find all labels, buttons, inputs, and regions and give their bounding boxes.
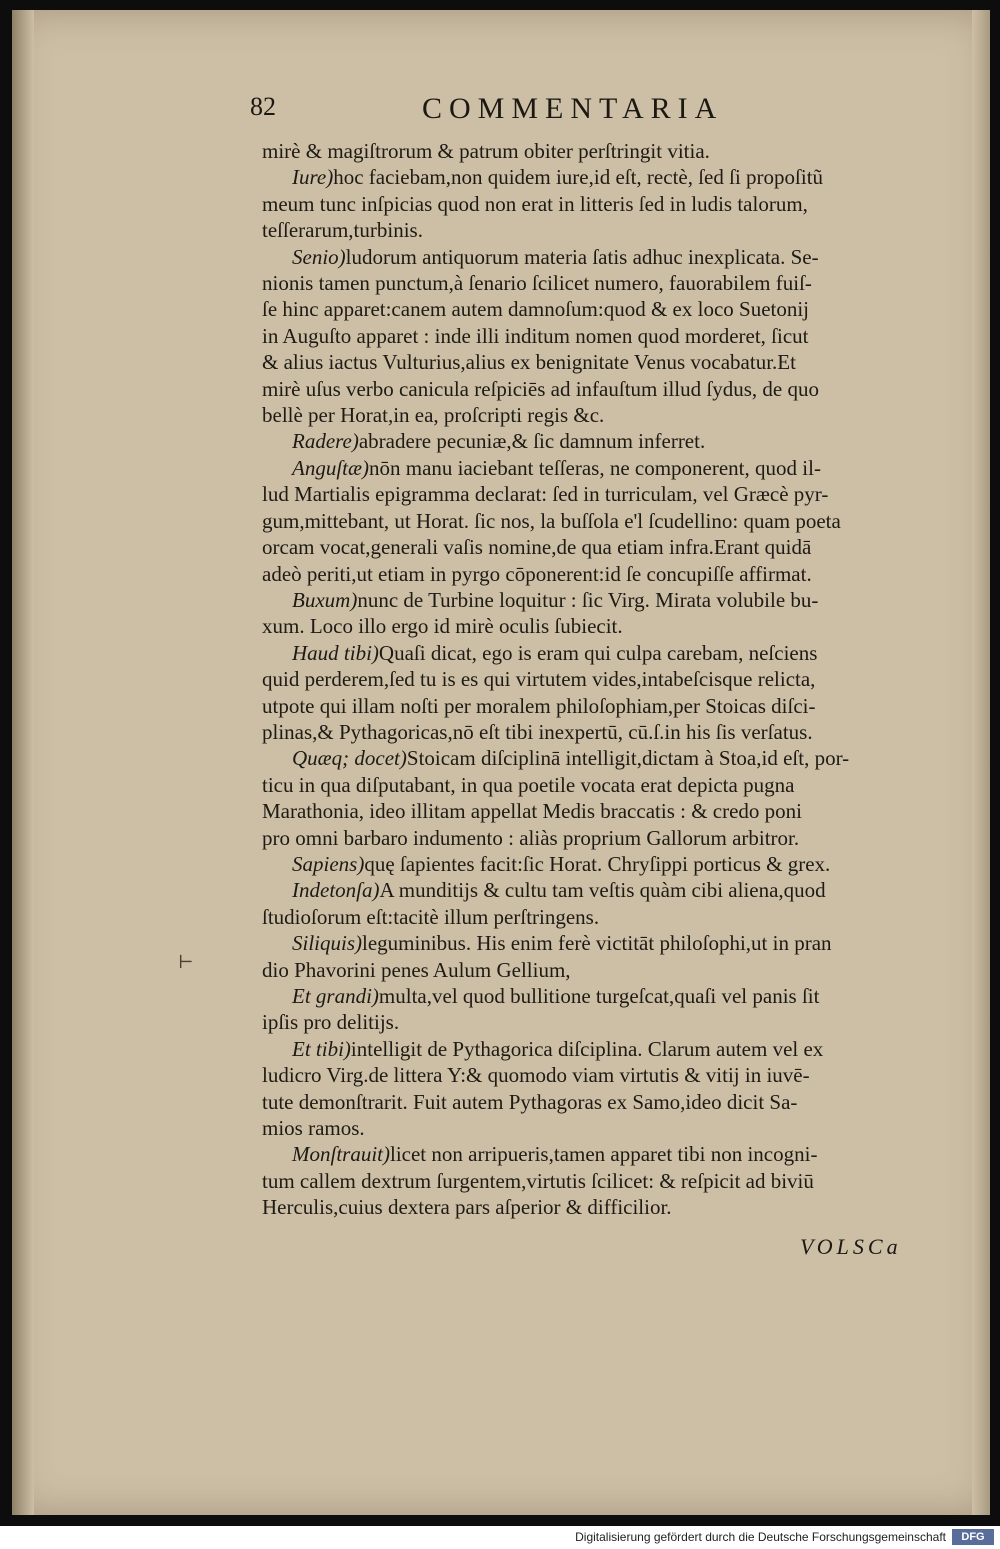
text-line [262, 1062, 952, 1088]
text-line [262, 930, 952, 956]
line-text: lud Martialis epigramma declarat: ſed in turriculam, vel Græcè pyr- [262, 482, 829, 507]
line-text: intelligit de Pythagorica diſciplina. Clarum autem vel ex [350, 1036, 824, 1061]
text-line [262, 534, 952, 560]
line-text: quid perderem,ſed tu is es qui virtutem vides,intabeſcisque relicta, [262, 667, 816, 692]
line-text: ipſis pro delitijs. [262, 1010, 400, 1035]
text-line [262, 851, 952, 877]
lemma: Quæq; docet) [292, 746, 407, 771]
line-text: Quaſi dicat, ego is eram qui culpa carebam, neſciens [378, 640, 818, 665]
text-line [262, 798, 952, 824]
lemma: Buxum) [292, 587, 358, 612]
text-line [262, 666, 952, 692]
line-text: Herculis,cuius dextera pars aſperior & difficilior. [262, 1195, 672, 1220]
line-text: utpote qui illam noſti per moralem philoſophiam,per Stoicas diſci- [262, 693, 816, 718]
dfg-logo-icon: DFG [952, 1529, 994, 1545]
lemma: Indetonſa) [292, 878, 380, 903]
text-line [262, 745, 952, 771]
text-line [262, 719, 952, 745]
line-text: abradere pecuniæ,& ſic damnum inferret. [358, 429, 706, 454]
line-text: adeò periti,ut etiam in pyrgo cōponerent:id ſe concupiſſe affirmat. [262, 561, 812, 586]
line-text: hoc faciebam,non quidem iure,id eſt, rectè, ſed ſi propoſitũ [333, 165, 824, 190]
catchword: VOLSCa [800, 1234, 902, 1259]
line-text: nunc de Turbine loquitur : ſic Virg. Mirata volubile bu- [357, 587, 819, 612]
text-line [262, 772, 952, 798]
line-text: Marathonia, ideo illitam appellat Medis braccatis : & credo poni [262, 799, 803, 824]
funding-notice: Digitalisierung gefördert durch die Deutsche Forschungsgemeinschaft [575, 1530, 946, 1544]
lemma: Anguſtæ) [292, 455, 369, 480]
line-text: pro omni barbaro indumento : aliàs proprium Gallorum arbitror. [262, 825, 800, 850]
text-line [262, 217, 952, 243]
line-text: quę ſapientes facit:ſic Horat. Chryſippi porticus & grex. [364, 851, 831, 876]
line-text: in Auguſto apparet : inde illi inditum nomen quod morderet, ſicut [262, 323, 809, 348]
text-line [262, 983, 952, 1009]
text-line [262, 1141, 952, 1167]
text-line [262, 877, 952, 903]
lemma: Haud tibi) [292, 640, 379, 665]
line-text: ludicro Virg.de littera Y:& quomodo viam virtutis & vitij in iuvē- [262, 1063, 810, 1088]
text-line [262, 1194, 952, 1220]
line-text: bellè per Horat,in ea, proſcripti regis &c. [262, 403, 605, 428]
lemma: Iure) [292, 165, 334, 190]
line-text: gum,mittebant, ut Horat. ſic nos, la buſſola e'l ſcudellino: quam poeta [262, 508, 841, 533]
text-line [262, 825, 952, 851]
line-text: multa,vel quod bullitione turgeſcat,quaſi vel panis ſit [378, 984, 820, 1008]
margin-mark: ⊢ [178, 952, 194, 972]
text-line [262, 693, 952, 719]
text-line [262, 481, 952, 507]
text-line [262, 138, 952, 164]
page-number: 82 [250, 92, 276, 121]
line-text: leguminibus. His enim ferè victitāt philoſophi,ut in pran [362, 931, 832, 956]
text-line [262, 1009, 952, 1035]
line-text: & alius iactus Vulturius,alius ex benignitate Venus vocabatur.Et [262, 350, 796, 375]
text-line [262, 1168, 952, 1194]
text-line [262, 904, 952, 930]
line-text: A munditijs & cultu tam veſtis quàm cibi aliena,quod [379, 878, 826, 903]
line-text: ſtudioſorum eſt:tacitè illum perſtringens. [262, 904, 600, 929]
text-line [262, 376, 952, 402]
text-line [262, 164, 952, 190]
text-line [262, 244, 952, 270]
text-line [262, 561, 952, 587]
line-text: plinas,& Pythagoricas,nō eſt tibi inexpertū, cū.ſ.in his ſis verſatus. [262, 719, 813, 744]
text-line [262, 640, 952, 666]
lemma: Monſtrauit) [292, 1142, 390, 1167]
footer-bar [0, 1526, 1000, 1549]
running-title: COMMENTARIA [422, 92, 724, 125]
lemma: Siliquis) [292, 931, 363, 956]
text-line [262, 428, 952, 454]
line-text: mios ramos. [262, 1116, 365, 1141]
line-text: meum tunc inſpicias quod non erat in litteris ſed in ludis talorum, [262, 191, 808, 216]
text-line [262, 455, 952, 481]
line-text: ludorum antiquorum materia ſatis adhuc inexplicata. Se- [345, 244, 819, 269]
text-line [262, 296, 952, 322]
text-line [262, 587, 952, 613]
lemma: Et grandi) [292, 984, 379, 1008]
line-text: ſe hinc apparet:canem autem damnoſum:quod & ex loco Suetonij [262, 297, 810, 322]
line-text: nionis tamen punctum,à ſenario ſcilicet numero, fauorabilem fuiſ- [262, 271, 812, 296]
line-text: mirè & magiſtrorum & patrum obiter perſtringit vitia. [262, 139, 710, 163]
text-line [262, 613, 952, 639]
text-line [262, 1089, 952, 1115]
text-line [262, 1115, 952, 1141]
text-line [262, 957, 952, 983]
line-text: Stoicam diſciplinā intelligit,dictam à Stoa,id eſt, por- [406, 746, 850, 771]
lemma: Sapiens) [292, 851, 365, 876]
line-text: tute demonſtrarit. Fuit autem Pythagoras ex Samo,ideo dicit Sa- [262, 1089, 798, 1114]
line-text: nōn manu iaciebant teſſeras, ne componerent, quod il- [369, 455, 821, 480]
commentary-text [262, 138, 952, 1221]
text-line [262, 191, 952, 217]
line-text: teſſerarum,turbinis. [262, 218, 423, 243]
text-line [262, 349, 952, 375]
lemma: Radere) [292, 429, 359, 454]
text-line [262, 270, 952, 296]
line-text: ticu in qua diſputabant, in qua poetile vocata erat depicta pugna [262, 772, 795, 797]
lemma: Senio) [292, 244, 346, 269]
line-text: xum. Loco illo ergo id mirè oculis ſubiecit. [262, 614, 623, 639]
text-line [262, 508, 952, 534]
lemma: Et tibi) [292, 1036, 351, 1061]
text-line [262, 323, 952, 349]
line-text: orcam vocat,generali vaſis nomine,de qua etiam infra.Erant quidā [262, 535, 812, 560]
line-text: mirè uſus verbo canicula reſpiciēs ad infauſtum illud ſydus, de quo [262, 376, 819, 401]
line-text: dio Phavorini penes Aulum Gellium, [262, 957, 571, 982]
line-text: licet non arripueris,tamen apparet tibi non incogni- [390, 1142, 818, 1167]
text-line [262, 402, 952, 428]
line-text: tum callem dextrum ſurgentem,virtutis ſcilicet: & reſpicit ad biviū [262, 1168, 814, 1193]
running-head [250, 92, 950, 132]
text-line [262, 1036, 952, 1062]
